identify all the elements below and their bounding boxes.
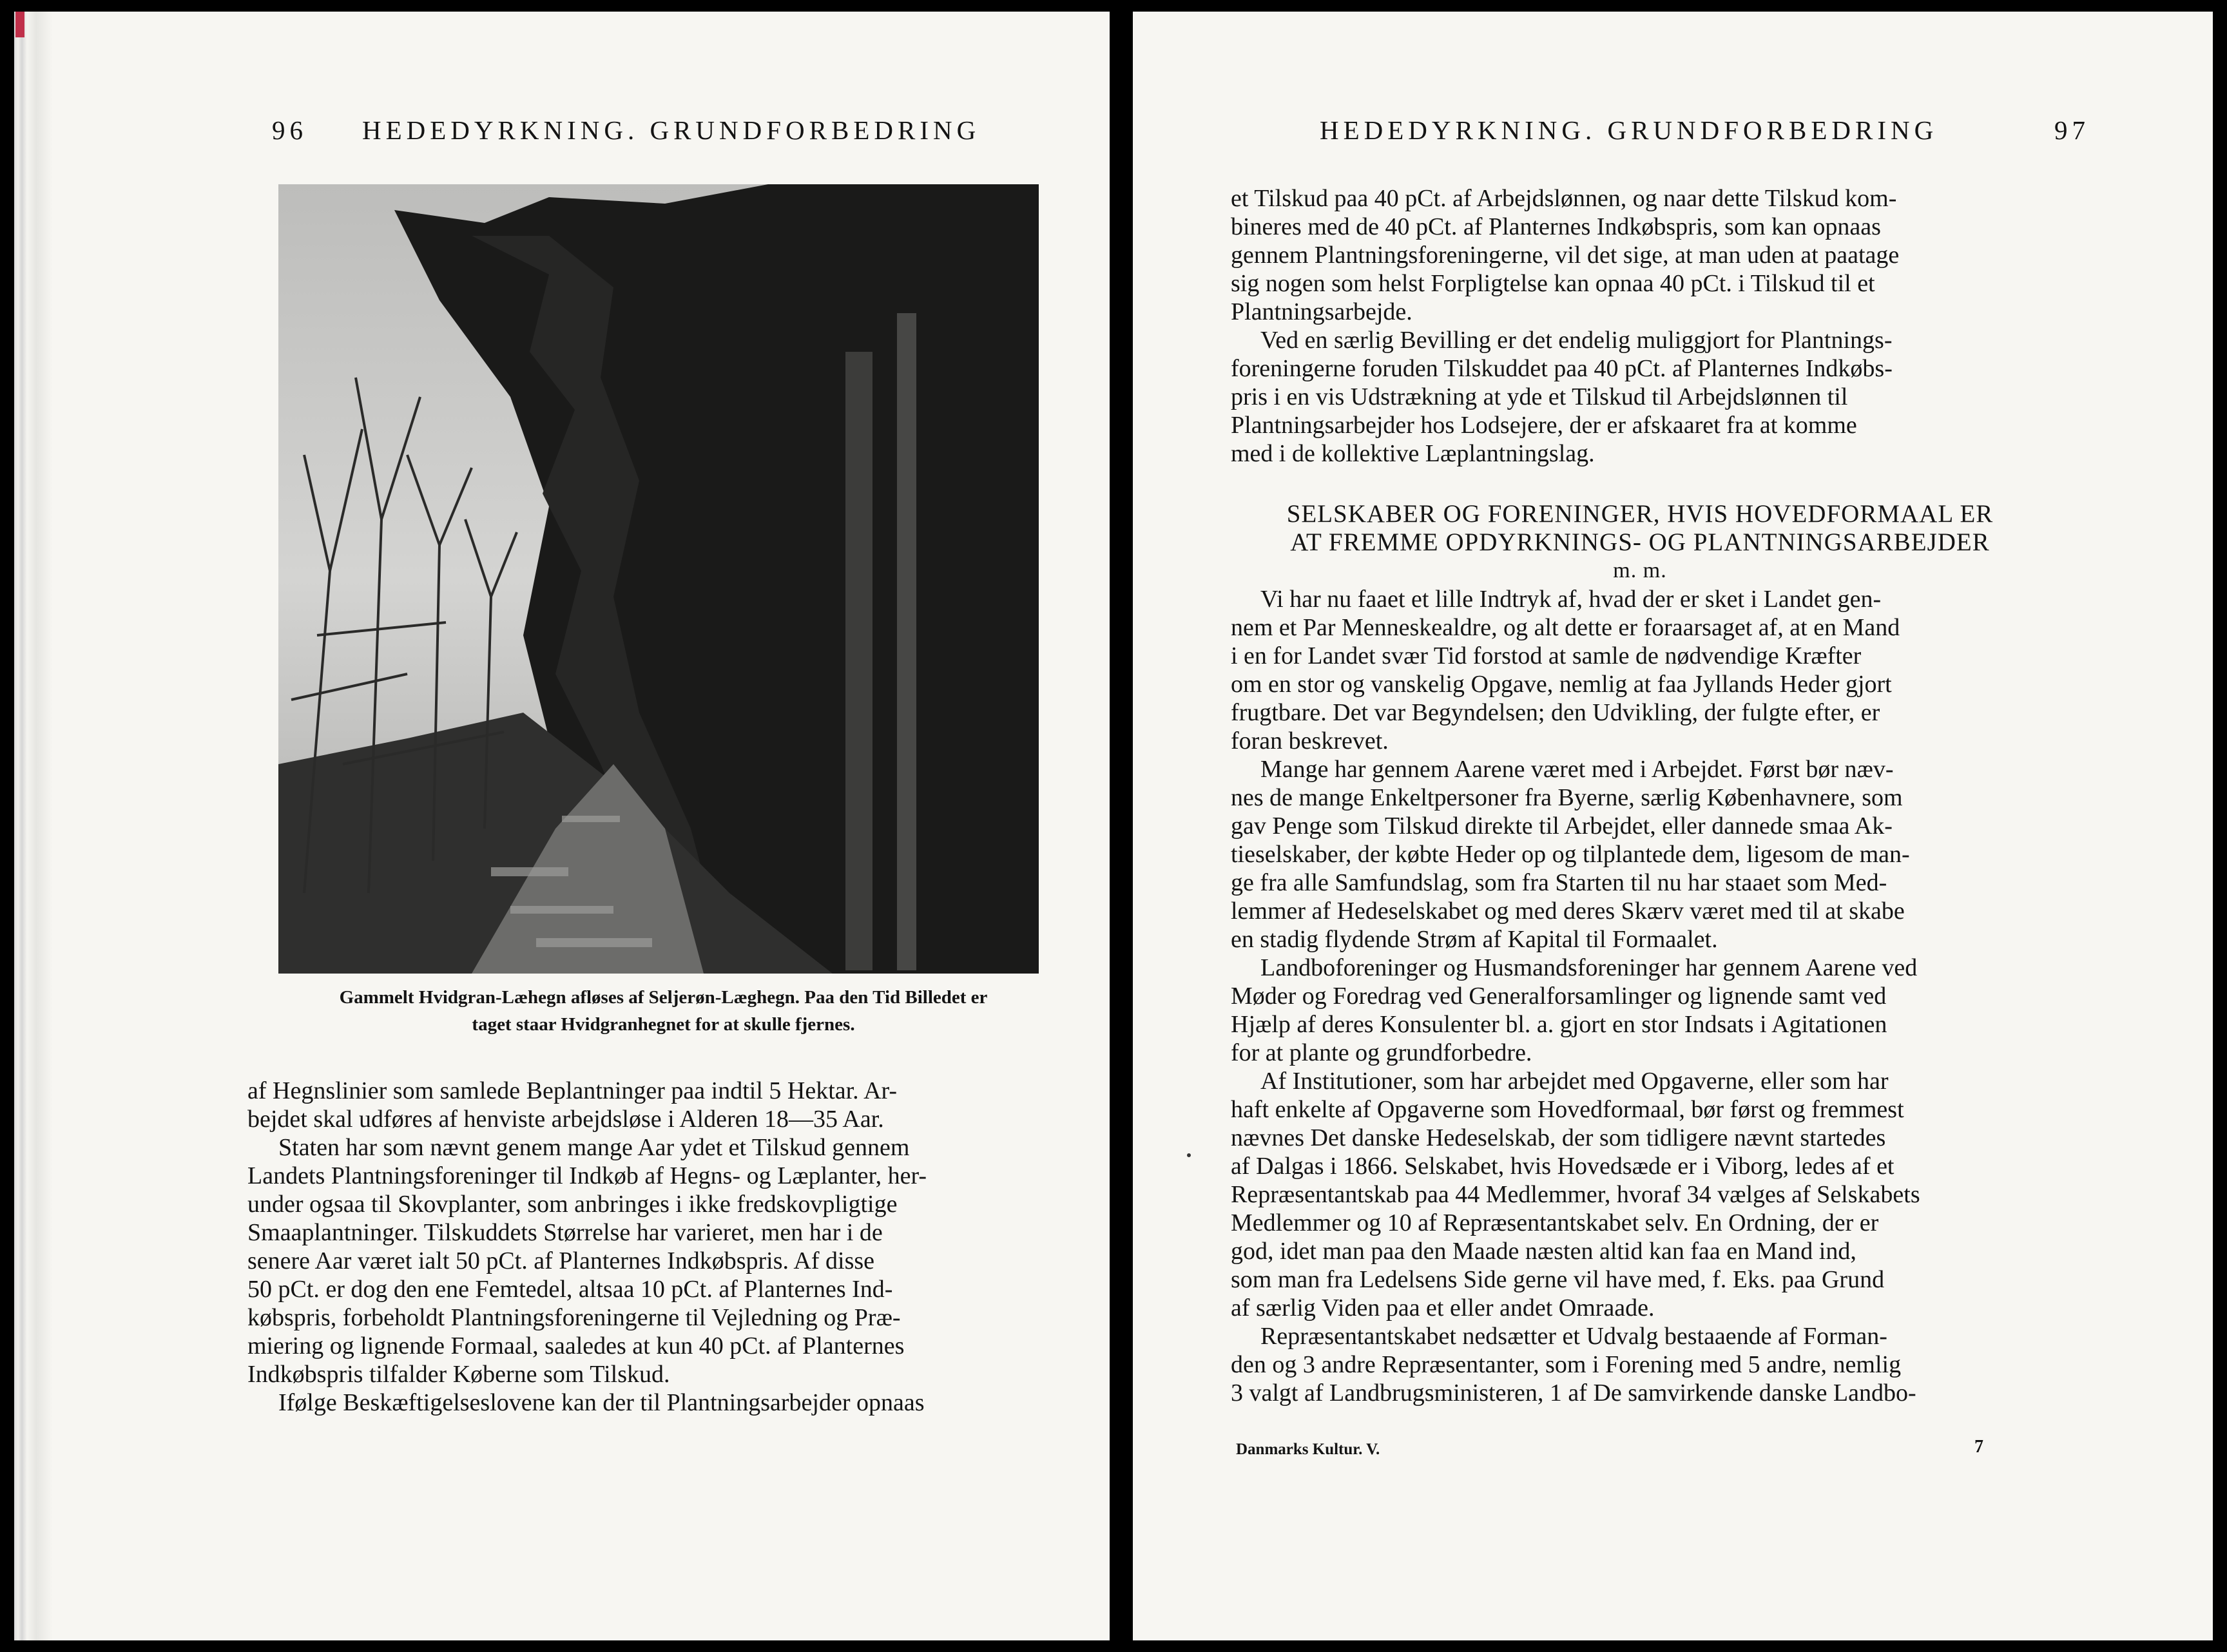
right-body-line: bineres med de 40 pCt. af Planternes Indkøbspris, som kan opnaas (1231, 213, 1881, 240)
right-body-line: for at plante og grundforbedre. (1231, 1039, 1532, 1066)
right-body-line: pris i en vis Udstrækning at yde et Tilskud til Arbejdslønnen til (1231, 383, 1848, 410)
left-page-number: 96 (272, 115, 307, 145)
right-body-line: nævnes Det danske Hedeselskab, der som tidligere nævnt startedes (1231, 1124, 1886, 1151)
left-body-line: senere Aar været ialt 50 pCt. af Planternes Indkøbspris. Af disse (247, 1247, 875, 1274)
left-body-line: Landets Plantningsforeninger til Indkøb af Hegns- og Læplanter, her- (247, 1162, 927, 1189)
footer-sheet-number: 7 (1974, 1437, 1983, 1457)
left-body-line: 50 pCt. er dog den ene Femtedel, altsaa 10 pCt. af Planternes Ind- (247, 1276, 893, 1303)
right-body-line: Repræsentantskab paa 44 Medlemmer, hvoraf 34 vælges af Selskabets (1231, 1181, 1920, 1208)
right-body-line: Vi har nu faaet et lille Indtryk af, hvad der er sket i Landet gen- (1260, 586, 1882, 613)
right-body-line: ge fra alle Samfundslag, som fra Starten til nu har staaet som Med- (1231, 869, 1887, 896)
right-body-line: sig nogen som helst Forpligtelse kan opnaa 40 pCt. i Tilskud til et (1231, 270, 1875, 297)
right-body-line: Møder og Foredrag ved Generalforsamlinger og lignende samt ved (1231, 983, 1887, 1010)
right-body-line: nes de mange Enkeltpersoner fra Byerne, særlig Københavnere, som (1231, 784, 1903, 811)
right-body-line: af særlig Viden paa et eller andet Omraade. (1231, 1294, 1655, 1321)
hedge-photograph (278, 184, 1039, 974)
right-body-line: med i de kollektive Læplantningslag. (1231, 440, 1595, 467)
section-heading-line-2: AT FREMME OPDYRKNINGS- OG PLANTNINGSARBEJDER (1290, 528, 1990, 556)
left-body-line: under ogsaa til Skovplanter, som anbringes i ikke fredskovpligtige (247, 1191, 898, 1218)
right-page-number: 97 (2054, 115, 2090, 145)
right-body-line: en stadig flydende Strøm af Kapital til Formaalet. (1231, 926, 1718, 953)
left-body-line: Indkøbspris tilfalder Køberne som Tilskud. (247, 1361, 670, 1388)
right-body-line: som man fra Ledelsens Side gerne vil have med, f. Eks. paa Grund (1231, 1266, 1885, 1293)
section-heading-line-3: m. m. (1613, 559, 1667, 582)
right-body-line: foran beskrevet. (1231, 727, 1389, 754)
left-body-line: købspris, forbeholdt Plantningsforeningerne til Vejledning og Præ- (247, 1304, 901, 1331)
right-body-line: et Tilskud paa 40 pCt. af Arbejdslønnen, og naar dette Tilskud kom- (1231, 185, 1897, 212)
right-body-line: Mange har gennem Aarene været med i Arbejdet. Først bør næv- (1260, 756, 1894, 783)
right-body-line: Landboforeninger og Husmandsforeninger har gennem Aarene ved (1260, 954, 1918, 981)
left-page (14, 12, 1110, 1640)
right-body-line: 3 valgt af Landbrugsministeren, 1 af De samvirkende danske Landbo- (1231, 1379, 1916, 1407)
right-body-line: Ved en særlig Bevilling er det endelig muliggjort for Plantnings- (1260, 327, 1893, 354)
right-body-line: god, idet man paa den Maade næsten altid kan faa en Mand ind, (1231, 1238, 1856, 1265)
right-body-line: gav Penge som Tilskud direkte til Arbejdet, eller dannede smaa Ak- (1231, 812, 1893, 840)
right-body-line: nem et Par Menneskealdre, og alt dette er foraarsaget af, at en Mand (1231, 614, 1900, 641)
right-body-line: Repræsentantskabet nedsætter et Udvalg bestaaende af Forman- (1260, 1323, 1887, 1350)
margin-speck (1187, 1153, 1191, 1157)
hedge-photo-image (278, 184, 1039, 974)
right-body-line: Medlemmer og 10 af Repræsentantskabet selv. En Ordning, der er (1231, 1209, 1879, 1236)
right-body-line: Hjælp af deres Konsulenter bl. a. gjort en stor Indsats i Agitationen (1231, 1011, 1887, 1038)
right-body-line: Af Institutioner, som har arbejdet med Opgaverne, eller som har (1260, 1068, 1889, 1095)
photo-caption-line-2: taget staar Hvidgranhegnet for at skulle fjernes. (472, 1014, 855, 1035)
left-running-head: HEDEDYRKNING. GRUNDFORBEDRING (362, 115, 981, 145)
right-body-line: tieselskaber, der købte Heder op og tilplantede dem, ligesom de man- (1231, 841, 1910, 868)
right-body-line: foreningerne foruden Tilskuddet paa 40 pCt. af Planternes Indkøbs- (1231, 355, 1893, 382)
photo-caption-line-1: Gammelt Hvidgran-Læhegn afløses af Seljerøn-Læghegn. Paa den Tid Billedet er (339, 987, 988, 1008)
section-heading-line-1: SELSKABER OG FORENINGER, HVIS HOVEDFORMAAL ER (1286, 500, 1994, 528)
right-body-line: lemmer af Hedeselskabet og med deres Skærv været med til at skabe (1231, 898, 1905, 925)
left-body-line: miering og lignende Formaal, saaledes at kun 40 pCt. af Planternes (247, 1332, 905, 1359)
right-body-line: om en stor og vanskelig Opgave, nemlig at faa Jyllands Heder gjort (1231, 671, 1892, 698)
right-body-line: den og 3 andre Repræsentanter, som i Forening med 5 andre, nemlig (1231, 1351, 1902, 1378)
right-body-line: haft enkelte af Opgaverne som Hovedformaal, bør først og fremmest (1231, 1096, 1904, 1123)
right-body-line: Plantningsarbejde. (1231, 298, 1412, 325)
right-body-line: i en for Landet svær Tid forstod at samle de nødvendige Kræfter (1231, 642, 1862, 669)
right-page (1133, 12, 2213, 1640)
right-running-head: HEDEDYRKNING. GRUNDFORBEDRING (1320, 115, 1938, 145)
left-body-line: bejdet skal udføres af henviste arbejdsløse i Alderen 18—35 Aar. (247, 1106, 884, 1133)
left-body-line: af Hegnslinier som samlede Beplantninger paa indtil 5 Hektar. Ar- (247, 1077, 898, 1104)
page-edge-stack (14, 12, 85, 1640)
left-body-line: Staten har som nævnt genem mange Aar ydet et Tilskud gennem (278, 1134, 910, 1161)
left-body-line: Smaaplantninger. Tilskuddets Størrelse har varieret, men har i de (247, 1219, 883, 1246)
right-body-line: af Dalgas i 1866. Selskabet, hvis Hovedsæde er i Viborg, ledes af et (1231, 1153, 1894, 1180)
left-body-line: Ifølge Beskæftigelseslovene kan der til Plantningsarbejder opnaas (278, 1389, 925, 1416)
footer-signature: Danmarks Kultur. V. (1236, 1441, 1380, 1458)
right-body-line: Plantningsarbejder hos Lodsejere, der er afskaaret fra at komme (1231, 412, 1857, 439)
right-body-line: gennem Plantningsforeningerne, vil det sige, at man uden at paatage (1231, 242, 1900, 269)
right-body-line: frugtbare. Det var Begyndelsen; den Udvikling, der fulgte efter, er (1231, 699, 1880, 726)
